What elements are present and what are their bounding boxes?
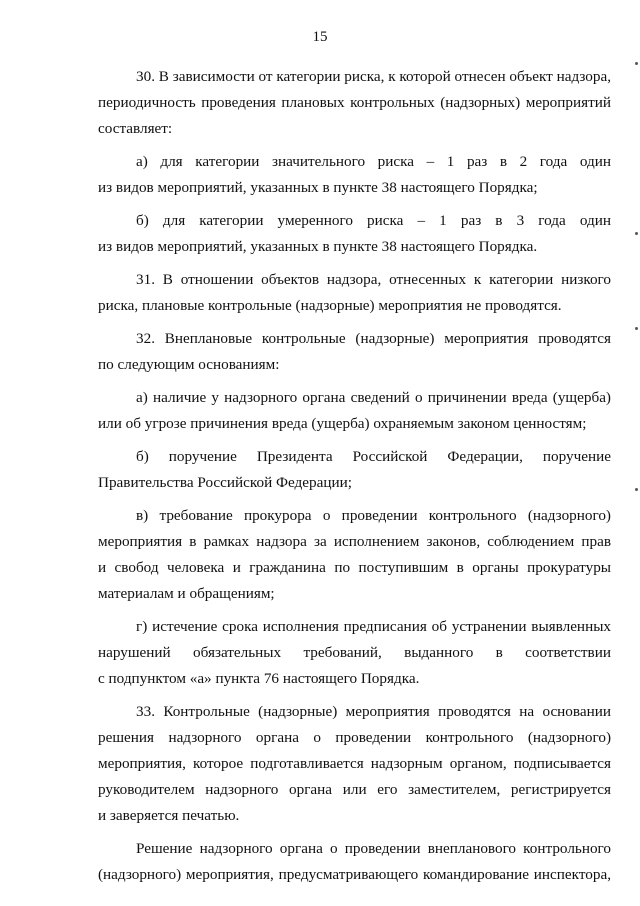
text-line: и свобод человека и гражданина по поступившим в органы прокуратуры <box>98 559 611 576</box>
paragraph-30b <box>98 208 611 260</box>
text-line: в) требование прокурора о проведении контрольного (надзорного) <box>136 507 611 524</box>
page-number: 15 <box>312 29 328 45</box>
paragraph-31 <box>98 267 611 319</box>
text-line: или об угрозе причинения вреда (ущерба) охраняемым законом ценностям; <box>98 415 587 432</box>
paragraph-32a <box>98 385 611 437</box>
scan-speck <box>635 62 638 65</box>
paragraph-32b <box>98 444 611 496</box>
text-line: Правительства Российской Федерации; <box>98 474 352 491</box>
text-line: мероприятия, которое подготавливается надзорным органом, подписывается <box>98 755 611 772</box>
text-line: по следующим основаниям: <box>98 356 280 373</box>
paragraph-33 <box>98 699 611 829</box>
text-line: материалам и обращениям; <box>98 585 275 602</box>
paragraph-30a <box>98 149 611 201</box>
text-line: и заверяется печатью. <box>98 807 240 824</box>
text-line: г) истечение срока исполнения предписания об устранении выявленных <box>136 618 611 635</box>
paragraph-32g <box>98 614 611 692</box>
text-line: мероприятия в рамках надзора за исполнением законов, соблюдением прав <box>98 533 611 550</box>
text-line: б) для категории умеренного риска – 1 раз в 3 года один <box>136 212 611 229</box>
text-line: (надзорного) мероприятия, предусматривающего командирование инспектора, <box>98 866 611 883</box>
document-body <box>98 64 611 888</box>
text-line: а) наличие у надзорного органа сведений о причинении вреда (ущерба) <box>136 389 611 406</box>
text-line: риска, плановые контрольные (надзорные) мероприятия не проводятся. <box>98 297 562 314</box>
paragraph-30 <box>98 64 611 142</box>
scan-speck <box>635 327 638 330</box>
paragraph-32 <box>98 326 611 378</box>
text-line: составляет: <box>98 120 173 137</box>
paragraph-33-decision <box>98 836 611 888</box>
text-line: с подпунктом «а» пункта 76 настоящего Порядка. <box>98 670 420 687</box>
text-line: периодичность проведения плановых контрольных (надзорных) мероприятий <box>98 94 611 111</box>
scan-speck <box>635 232 638 235</box>
text-line: 33. Контрольные (надзорные) мероприятия проводятся на основании <box>136 703 611 720</box>
text-line: 30. В зависимости от категории риска, к которой отнесен объект надзора, <box>136 68 611 85</box>
text-line: решения надзорного органа о проведении контрольного (надзорного) <box>98 729 611 746</box>
text-line: из видов мероприятий, указанных в пункте 38 настоящего Порядка. <box>98 238 538 255</box>
text-line: а) для категории значительного риска – 1 раз в 2 года один <box>136 153 611 170</box>
text-line: из видов мероприятий, указанных в пункте 38 настоящего Порядка; <box>98 179 538 196</box>
text-line: руководителем надзорного органа или его заместителем, регистрируется <box>98 781 611 798</box>
text-line: 31. В отношении объектов надзора, отнесенных к категории низкого <box>136 271 611 288</box>
text-line: Решение надзорного органа о проведении внепланового контрольного <box>136 840 611 857</box>
scan-speck <box>635 488 638 491</box>
text-line: 32. Внеплановые контрольные (надзорные) мероприятия проводятся <box>136 330 611 347</box>
paragraph-32v <box>98 503 611 607</box>
text-line: нарушений обязательных требований, выданного в соответствии <box>98 644 611 661</box>
text-line: б) поручение Президента Российской Федерации, поручение <box>136 448 611 465</box>
